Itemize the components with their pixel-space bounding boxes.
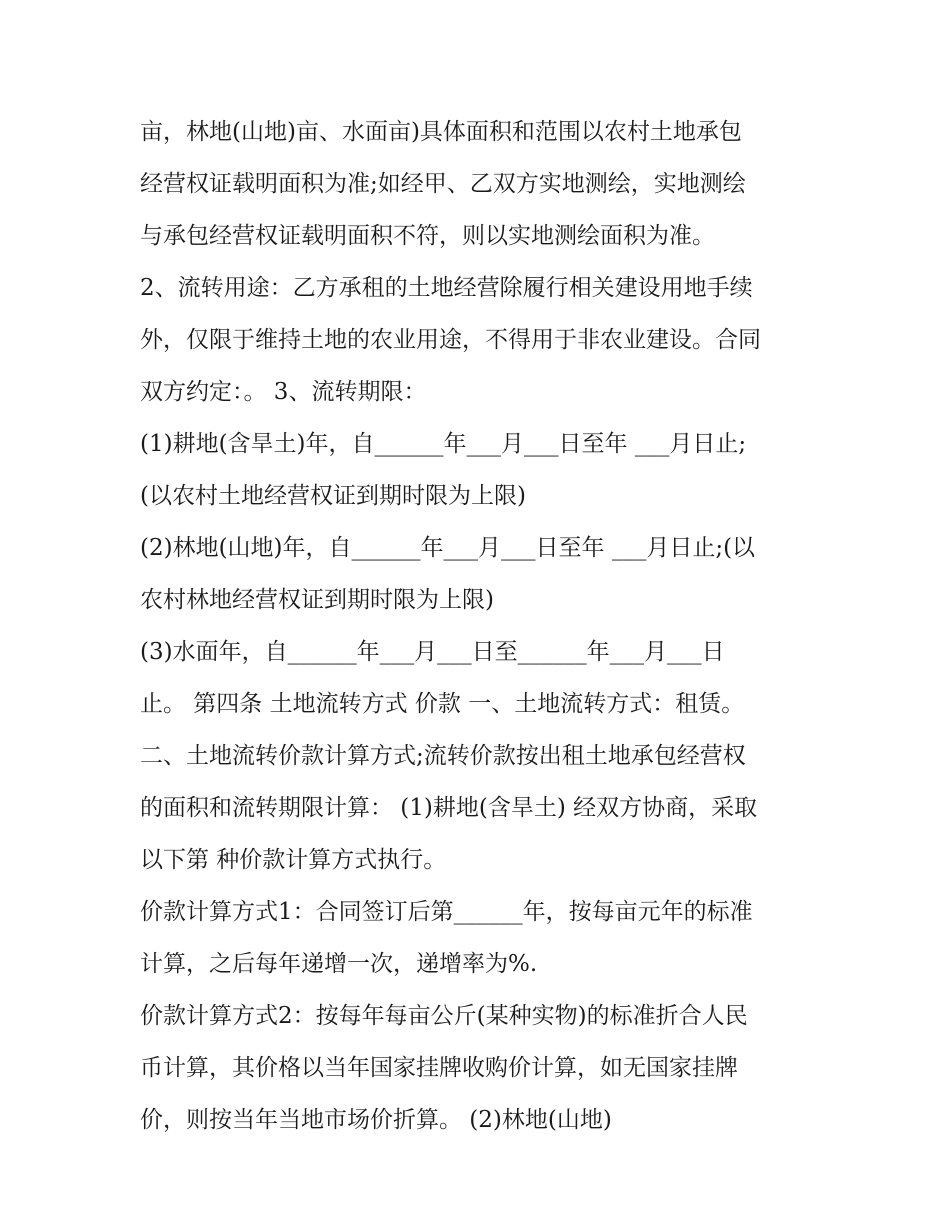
text-line: 的面积和流转期限计算： (1)耕地(含旱土) 经双方协商，采取 (140, 795, 758, 821)
text-line: (1)耕地(含旱土)年，自______年___月___日至年 ___月日止; (140, 431, 747, 457)
text-line: 农村林地经营权证到期时限为上限) (140, 587, 494, 613)
text-line: (3)水面年，自______年___月___日至______年___月___日 (140, 639, 725, 665)
text-line: 与承包经营权证载明面积不符，则以实地测绘面积为准。 (140, 223, 715, 249)
text-line: 价款计算方式2：按每年每亩公斤(某种实物)的标准折合人民 (140, 1003, 748, 1029)
text-line: (2)林地(山地)年，自______年___月___日至年 ___月日止;(以 (140, 535, 756, 561)
text-line: 双方约定：。 3、流转期限： (140, 379, 427, 405)
text-line: 外，仅限于维持土地的农业用途，不得用于非农业建设。合同 (140, 327, 761, 353)
contract-text (140, 106, 830, 1146)
text-line: 亩，林地(山地)亩、水面亩)具体面积和范围以农村土地承包 (140, 119, 742, 145)
text-line: (以农村土地经营权证到期时限为上限) (140, 483, 526, 509)
text-line: 币计算，其价格以当年国家挂牌收购价计算，如无国家挂牌 (140, 1055, 738, 1081)
text-line: 二、土地流转价款计算方式;流转价款按出租土地承包经营权 (140, 743, 746, 769)
text-line: 价，则按当年当地市场价折算。 (2)林地(山地) (140, 1107, 612, 1133)
text-line: 以下第 种价款计算方式执行。 (140, 847, 447, 873)
text-line: 价款计算方式1：合同签订后第______年，按每亩元年的标准 (140, 899, 753, 925)
text-line: 计算，之后每年递增一次，递增率为%. (140, 951, 538, 977)
text-line: 止。 第四条 土地流转方式 价款 一、土地流转方式：租赁。 (140, 691, 745, 717)
text-line: 经营权证载明面积为准;如经甲、乙双方实地测绘，实地测绘 (140, 171, 746, 197)
text-line: 2、流转用途：乙方承租的土地经营除履行相关建设用地手续 (140, 275, 753, 301)
